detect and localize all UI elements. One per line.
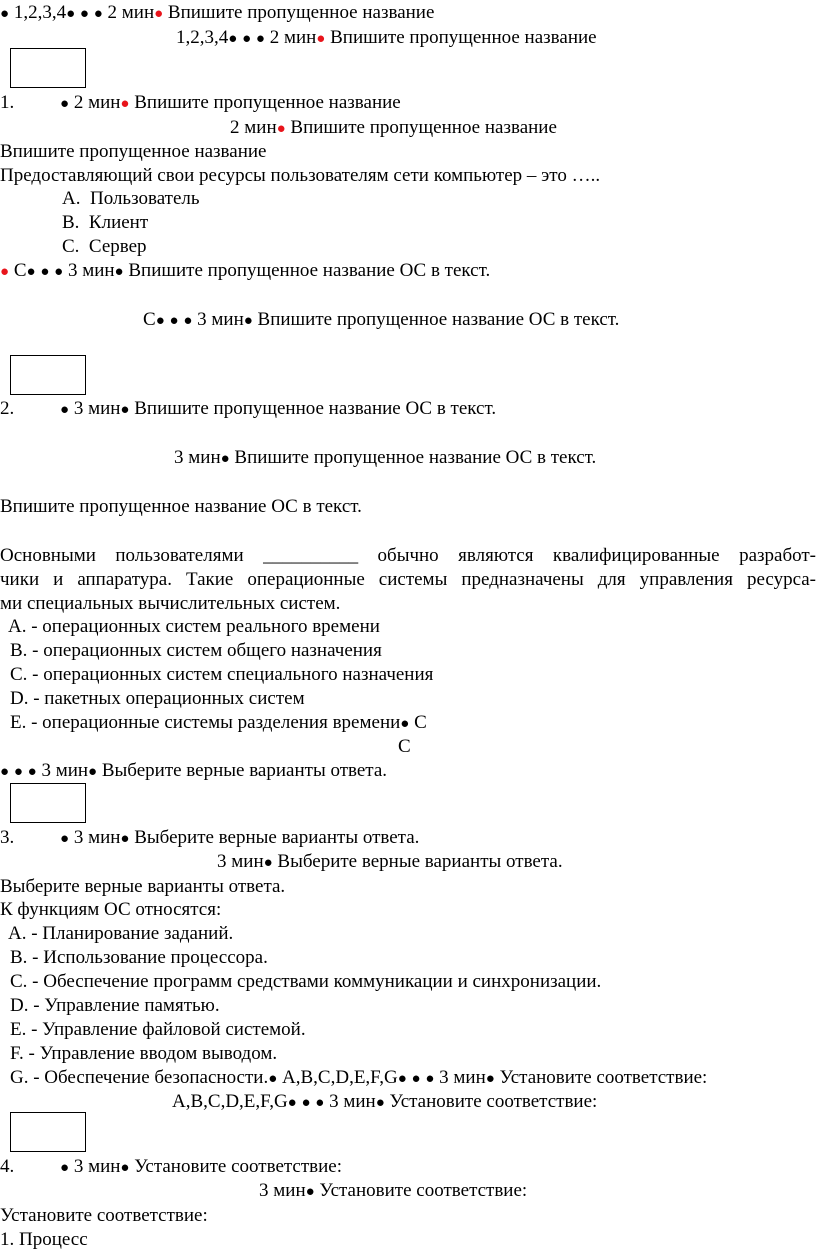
question-number: 1. xyxy=(0,92,15,113)
s3-answer-line: A,B,C,D,E,F,G● ● ● 3 мин● Установите соответствие: xyxy=(172,1091,598,1112)
bullet-icon: ● xyxy=(301,1095,311,1111)
option-a[interactable]: A. Пользователь xyxy=(62,188,200,209)
bullet-icon: ● xyxy=(268,1071,278,1087)
bullet-icon: ● xyxy=(169,313,179,329)
bullet-icon: ● xyxy=(54,264,64,280)
bullet-icon: ● xyxy=(120,831,130,847)
s2-center-line: 3 мин● Впишите пропущенное название ОС в текст. xyxy=(174,447,597,468)
bullet-icon: ● xyxy=(243,313,253,329)
bullet-icon: ● xyxy=(60,96,70,112)
bullet-icon: ● xyxy=(375,1095,385,1111)
s3-instruction: Выберите верные варианты ответа. xyxy=(0,876,286,897)
bullet-icon: ● xyxy=(60,1160,70,1176)
s3-option-b[interactable]: B. - Использование процессора. xyxy=(10,947,268,968)
s2-paragraph-line-3: ми специальных вычислительных систем. xyxy=(0,593,341,614)
s4-item-1: 1. Процесс xyxy=(0,1229,88,1250)
s2-option-e-line: E. - операционные системы разделения времени● C xyxy=(10,712,427,733)
s3-option-d[interactable]: D. - Управление памятью. xyxy=(10,995,220,1016)
bullet-icon: ● xyxy=(93,6,103,22)
s2-number-line-text: ● 3 мин● Впишите пропущенное название ОС в текст. xyxy=(60,398,497,419)
s1-center-line: 2 мин● Впишите пропущенное название xyxy=(230,117,557,138)
s3-option-g[interactable]: G. - Обеспечение безопасности. xyxy=(10,1067,269,1088)
bullet-icon: ● xyxy=(26,264,36,280)
bullet-icon: ● xyxy=(220,451,230,467)
s1-repeat-line: 1,2,3,4● ● ● 2 мин● Впишите пропущенное название xyxy=(176,27,597,48)
s3-option-a[interactable]: A. - Планирование заданий. xyxy=(8,923,234,944)
s4-instruction: Установите соответствие: xyxy=(0,1205,208,1226)
bullet-icon: ● xyxy=(155,313,165,329)
bullet-icon: ● xyxy=(315,1095,325,1111)
bullet-icon: ● xyxy=(397,1071,407,1087)
s4-number-line-text: ● 3 мин● Установите соответствие: xyxy=(60,1156,343,1177)
answer-box-3[interactable] xyxy=(10,783,86,823)
s2-option-b[interactable]: B. - операционных систем общего назначения xyxy=(10,640,382,661)
s2-option-d[interactable]: D. - пакетных операционных систем xyxy=(10,688,305,709)
s2-option-e[interactable]: E. - операционные системы разделения времени xyxy=(10,712,401,733)
s3-header-line: ● ● ● 3 мин● Выберите верные варианты ответа. xyxy=(0,760,388,781)
s4-center-line: 3 мин● Установите соответствие: xyxy=(259,1180,528,1201)
bullet-icon: ● xyxy=(183,313,193,329)
s2-option-c[interactable]: C. - операционных систем специального назначения xyxy=(10,664,434,685)
bullet-icon: ● xyxy=(400,716,410,732)
s2-answer: C xyxy=(398,736,411,757)
red-bullet-icon: ● xyxy=(316,31,326,47)
bullet-icon: ● xyxy=(287,1095,297,1111)
option-b[interactable]: B. Клиент xyxy=(62,212,149,233)
bullet-icon: ● xyxy=(66,6,76,22)
s3-question: К функциям ОС относятся: xyxy=(0,899,222,920)
bullet-icon: ● xyxy=(305,1184,315,1200)
bullet-icon: ● xyxy=(0,6,10,22)
s2-paragraph-line-2: чики и аппаратура. Такие операционные системы предназначены для управления ресурса- xyxy=(0,569,816,590)
s1-question: Предоставляющий свои ресурсы пользователям сети компьютер – это ….. xyxy=(0,165,601,186)
s2-instruction: Впишите пропущенное название ОС в текст. xyxy=(0,496,362,517)
red-bullet-icon: ● xyxy=(276,121,286,137)
s3-option-f[interactable]: F. - Управление вводом выводом. xyxy=(10,1043,278,1064)
s2-paragraph-line-1: Основными пользователями __________ обычно являются квалифицированные разработ- xyxy=(0,545,816,566)
s1-number-line xyxy=(0,92,14,114)
answer-box-2[interactable] xyxy=(10,355,86,395)
answer-box-1[interactable] xyxy=(10,48,86,88)
red-bullet-icon: ● xyxy=(154,6,164,22)
bullet-icon: ● xyxy=(27,764,37,780)
bullet-icon: ● xyxy=(425,1071,435,1087)
s3-option-c[interactable]: C. - Обеспечение программ средствами коммуникации и синхронизации. xyxy=(10,971,602,992)
bullet-icon: ● xyxy=(263,855,273,871)
bullet-icon: ● xyxy=(114,264,124,280)
bullet-icon: ● xyxy=(40,264,50,280)
s1-instruction: Впишите пропущенное название xyxy=(0,141,267,162)
s1-number-line-text: ● 2 мин● Впишите пропущенное название xyxy=(60,92,401,113)
bullet-icon: ● xyxy=(485,1071,495,1087)
s2-repeat-line: C● ● ● 3 мин● Впишите пропущенное название ОС в текст. xyxy=(143,309,620,330)
bullet-icon: ● xyxy=(255,31,265,47)
red-bullet-icon: ● xyxy=(120,96,130,112)
bullet-icon: ● xyxy=(60,831,70,847)
bullet-icon: ● xyxy=(242,31,252,47)
s3-number-line-text: ● 3 мин● Выберите верные варианты ответа. xyxy=(60,827,420,848)
bullet-icon: ● xyxy=(13,764,23,780)
s3-center-line: 3 мин● Выберите верные варианты ответа. xyxy=(217,851,563,872)
s3-option-e[interactable]: E. - Управление файловой системой. xyxy=(10,1019,306,1040)
bullet-icon: ● xyxy=(120,402,130,418)
s3-option-g-line: G. - Обеспечение безопасности.● A,B,C,D,E,F,G● ● ● 3 мин● Установите соответствие: xyxy=(10,1067,708,1088)
option-c[interactable]: C. Сервер xyxy=(62,236,147,257)
bullet-icon: ● xyxy=(79,6,89,22)
s2-header-line: ● C● ● ● 3 мин● Впишите пропущенное название ОС в текст. xyxy=(0,260,491,281)
s2-number: 2. xyxy=(0,398,15,419)
s3-number: 3. xyxy=(0,827,15,848)
bullet-icon: ● xyxy=(411,1071,421,1087)
s1-header-line: ● 1,2,3,4● ● ● 2 мин● Впишите пропущенное название xyxy=(0,2,435,23)
red-bullet-icon: ● xyxy=(0,264,10,280)
bullet-icon: ● xyxy=(120,1160,130,1176)
answer-box-4[interactable] xyxy=(10,1112,86,1152)
s4-number: 4. xyxy=(0,1156,15,1177)
bullet-icon: ● xyxy=(60,402,70,418)
bullet-icon: ● xyxy=(0,764,10,780)
s2-option-a[interactable]: A. - операционных систем реального времени xyxy=(8,616,380,637)
bullet-icon: ● xyxy=(228,31,238,47)
bullet-icon: ● xyxy=(88,764,98,780)
